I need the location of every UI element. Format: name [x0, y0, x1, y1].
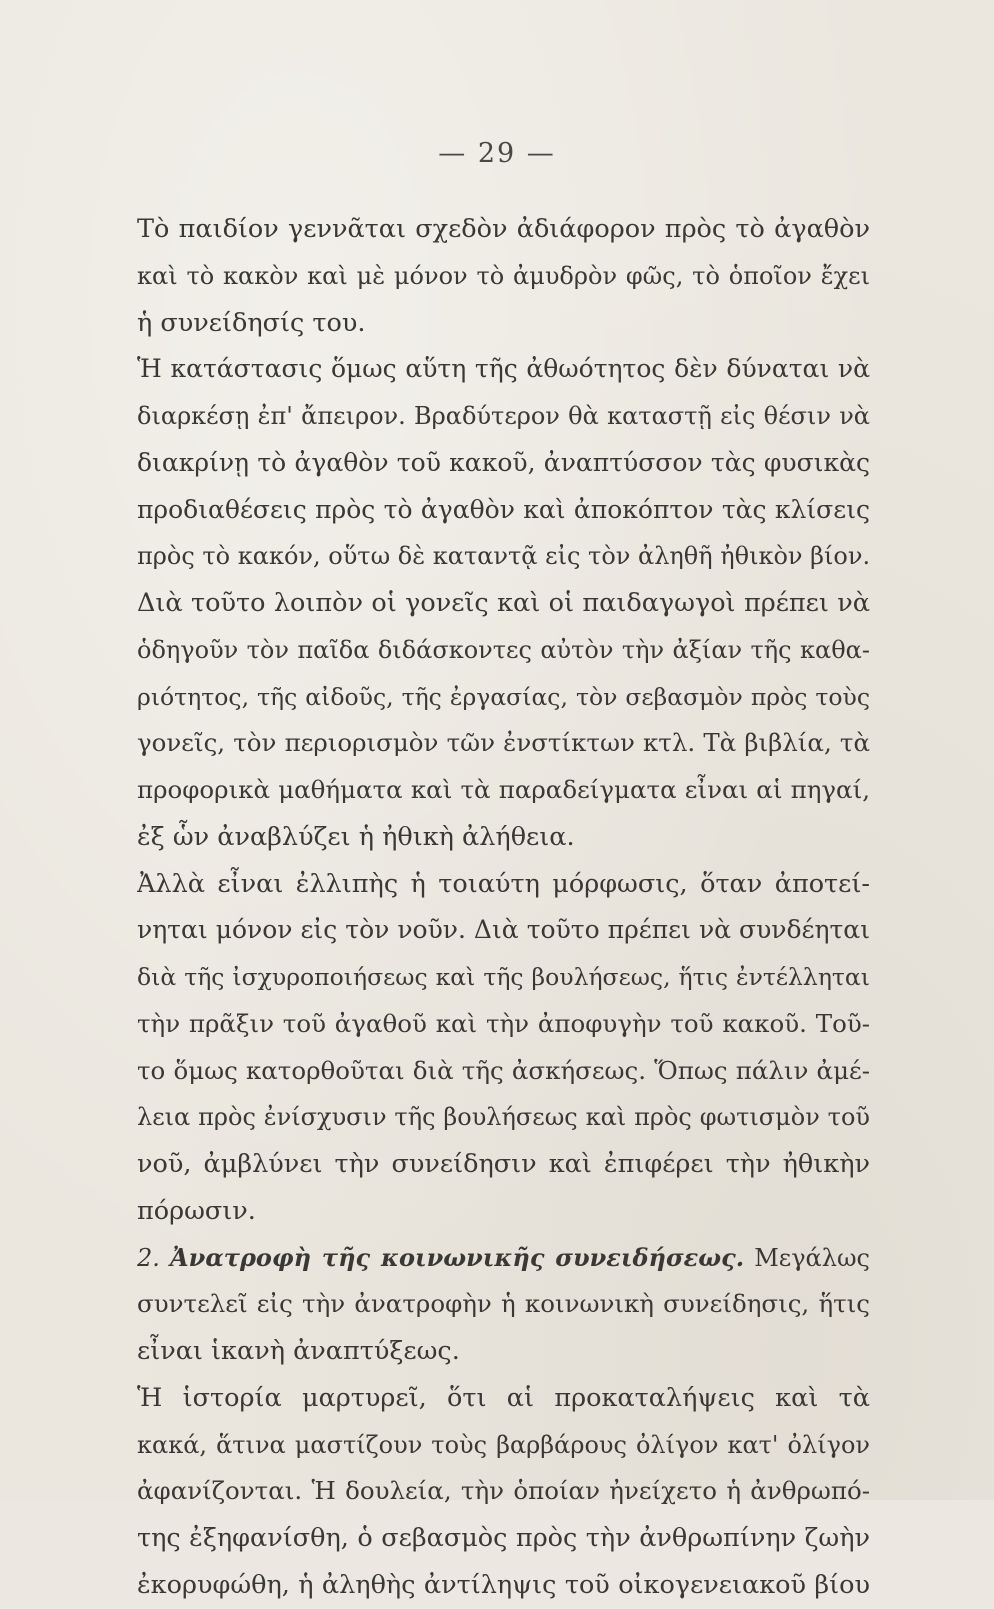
text-line: Ἀλλὰ εἶναι ἐλλιπὴς ἡ τοιαύτη μόρφωσις, ὅταν ἀποτεί- [137, 868, 870, 899]
text-line: συντελεῖ εἰς τὴν ἀνατροφὴν ἡ κοινωνικὴ συνείδησις, ἥτις [137, 1289, 870, 1319]
text-line: ἡ συνείδησίς του. [137, 307, 366, 338]
text-line: Τὸ παιδίον γεννᾶται σχεδὸν ἀδιάφορον πρὸς τὸ ἀγαθὸν [137, 214, 870, 244]
text-line: λεια πρὸς ἐνίσχυσιν τῆς βουλήσεως καὶ πρὸς φωτισμὸν τοῦ [137, 1103, 870, 1132]
body-text [137, 206, 870, 1609]
text-line: ριότητος, τῆς αἰδοῦς, τῆς ἐργασίας, τὸν σεβασμὸν πρὸς τοὺς [137, 682, 870, 711]
section-number: 2. [137, 1243, 160, 1272]
text-line: τὴν πρᾶξιν τοῦ ἀγαθοῦ καὶ τὴν ἀποφυγὴν τοῦ κακοῦ. Τοῦ- [137, 1008, 870, 1038]
text-line: διὰ τῆς ἰσχυροποιήσεως καὶ τῆς βουλήσεως, ἥτις ἐντέλληται [137, 963, 870, 991]
text-line: Ἡ κατάστασις ὅμως αὕτη τῆς ἀθωότητος δὲν δύναται νὰ [137, 354, 870, 384]
text-line: νοῦ, ἀμβλύνει τὴν συνείδησιν καὶ ἐπιφέρει τὴν ἠθικὴν [137, 1149, 870, 1179]
text-line: ὁδηγοῦν τὸν παῖδα διδάσκοντες αὐτὸν τὴν ἀξίαν τῆς καθα- [137, 635, 870, 664]
text-line: διακρίνῃ τὸ ἀγαθὸν τοῦ κακοῦ, ἀναπτύσσον τὰς φυσικὰς [137, 447, 870, 477]
text-line: ἀφανίζονται. Ἡ δουλεία, τὴν ὁποίαν ἠνείχετο ἡ ἀνθρωπό- [137, 1476, 870, 1506]
section-heading-line [137, 1235, 870, 1282]
text-line: νηται μόνον εἰς τὸν νοῦν. Διὰ τοῦτο πρέπει νὰ συνδέηται [137, 915, 870, 945]
text-line: προφορικὰ μαθήματα καὶ τὰ παραδείγματα εἶναι αἱ πηγαί, [137, 775, 870, 804]
section-heading-rest: Μεγάλως [754, 1243, 870, 1272]
page-number: — 29 — [438, 138, 556, 169]
text-line: κακά, ἅτινα μαστίζουν τοὺς βαρβάρους ὀλίγον κατ' ὀλίγον [137, 1430, 870, 1459]
text-line: προδιαθέσεις πρὸς τὸ ἀγαθὸν καὶ ἀποκόπτον τὰς κλίσεις [137, 494, 870, 524]
text-line: Διὰ τοῦτο λοιπὸν οἱ γονεῖς καὶ οἱ παιδαγωγοὶ πρέπει νὰ [137, 588, 870, 618]
text-line: ἐκορυφώθη, ἡ ἀληθὴς ἀντίληψις τοῦ οἰκογενειακοῦ βίου [137, 1569, 870, 1600]
text-line: διαρκέσῃ ἐπ' ἄπειρον. Βραδύτερον θὰ καταστῇ εἰς θέσιν νὰ [137, 402, 870, 430]
text-line: πρὸς τὸ κακόν, οὕτω δὲ καταντᾷ εἰς τὸν ἀληθῆ ἠθικὸν βίον. [137, 542, 870, 571]
text-line: εἶναι ἱκανὴ ἀναπτύξεως. [137, 1336, 460, 1366]
text-line: ἐξ ὧν ἀναβλύζει ἡ ἠθικὴ ἀλήθεια. [137, 821, 575, 852]
text-line: πόρωσιν. [137, 1195, 256, 1226]
text-line: Ἡ ἱστορία μαρτυρεῖ, ὅτι αἱ προκαταλήψεις καὶ τὰ [137, 1382, 870, 1413]
text-line: καὶ τὸ κακὸν καὶ μὲ μόνον τὸ ἀμυδρὸν φῶς, τὸ ὁποῖον ἔχει [137, 261, 870, 290]
section-title: Ἀνατροφὴ τῆς κοινωνικῆς συνειδήσεως. [170, 1242, 745, 1272]
text-line: το ὅμως κατορθοῦται διὰ τῆς ἀσκήσεως. Ὅπως πάλιν ἀμέ- [137, 1055, 870, 1085]
text-line: της ἐξηφανίσθη, ὁ σεβασμὸς πρὸς τὴν ἀνθρωπίνην ζωὴν [137, 1523, 870, 1553]
text-line: γονεῖς, τὸν περιορισμὸν τῶν ἐνστίκτων κτλ. Τὰ βιβλία, τὰ [137, 728, 870, 758]
